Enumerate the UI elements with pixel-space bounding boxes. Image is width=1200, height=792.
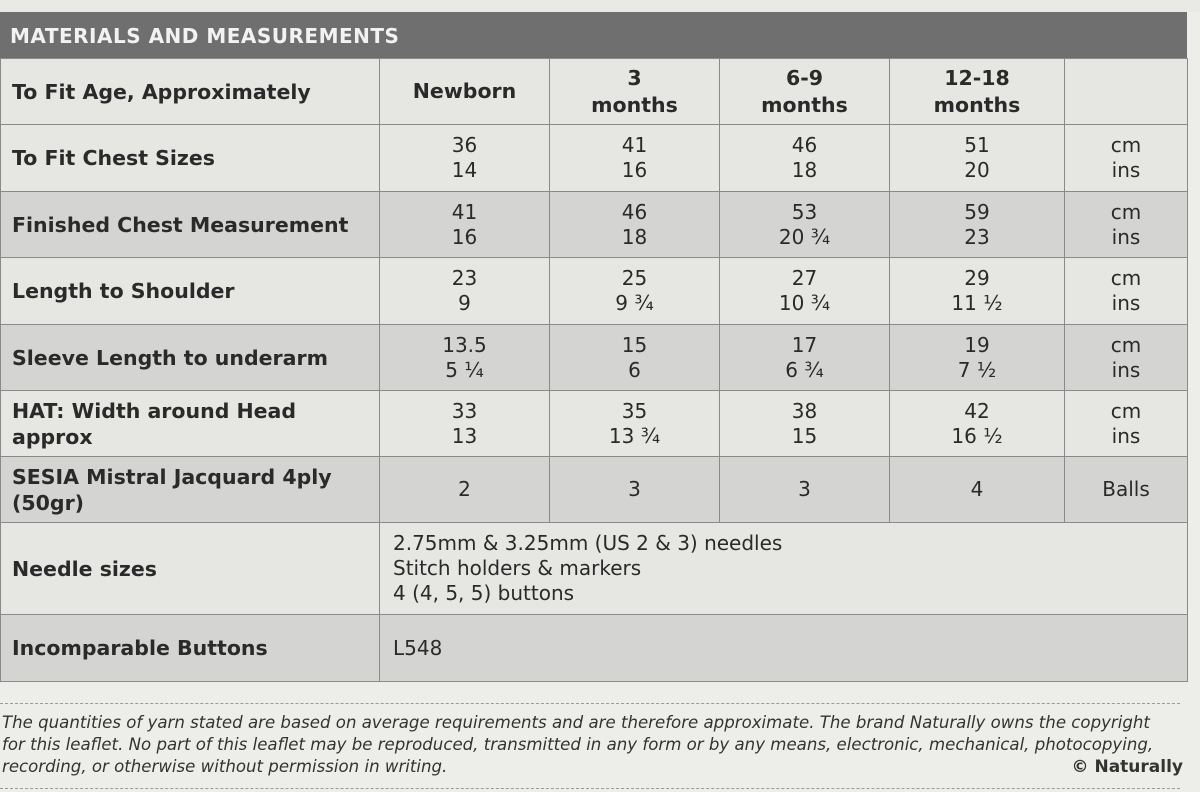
size-header-newborn: Newborn <box>380 59 550 125</box>
cell-value: 33 13 <box>380 391 550 457</box>
cell-value: 46 18 <box>720 125 890 192</box>
cell-value: 51 20 <box>890 125 1065 192</box>
cell-value: 29 11 ½ <box>890 258 1065 325</box>
cell-value: 15 6 <box>550 325 720 391</box>
yarn-row <box>1 457 1188 523</box>
table-row <box>1 325 1188 391</box>
cell-units: cm ins <box>1065 125 1188 192</box>
yarn-balls-newborn: 2 <box>380 457 550 523</box>
disclaimer-line: The quantities of yarn stated are based on average requirements and are therefore approximate. The brand Naturally owns the copyright <box>2 713 1150 732</box>
needles-row <box>1 523 1188 615</box>
cell-units: cm ins <box>1065 258 1188 325</box>
cell-value: 41 16 <box>380 192 550 258</box>
cell-value: 25 9 ¾ <box>550 258 720 325</box>
yarn-balls-12-18-months: 4 <box>890 457 1065 523</box>
row-label: Length to Shoulder <box>1 258 380 325</box>
cell-value: 38 15 <box>720 391 890 457</box>
unit-header-blank <box>1065 59 1188 125</box>
yarn-label: SESIA Mistral Jacquard 4ply (50gr) <box>1 457 380 523</box>
cell-value: 23 9 <box>380 258 550 325</box>
cell-value: 41 16 <box>550 125 720 192</box>
age-row-label: To Fit Age, Approximately <box>1 59 380 125</box>
table-row <box>1 125 1188 192</box>
dashed-divider-top <box>0 703 1180 704</box>
cell-value: 27 10 ¾ <box>720 258 890 325</box>
copyright-notice: © Naturally <box>1071 757 1183 777</box>
page-top-strip <box>0 0 1200 12</box>
needles-label: Needle sizes <box>1 523 380 615</box>
row-label: To Fit Chest Sizes <box>1 125 380 192</box>
table-row <box>1 258 1188 325</box>
row-label: Finished Chest Measurement <box>1 192 380 258</box>
age-header-row <box>1 59 1188 125</box>
table-row <box>1 391 1188 457</box>
size-header-6-9-months: 6-9 months <box>720 59 890 125</box>
cell-value: 35 13 ¾ <box>550 391 720 457</box>
buttons-label: Incomparable Buttons <box>1 615 380 682</box>
buttons-row <box>1 615 1188 682</box>
cell-value: 36 14 <box>380 125 550 192</box>
size-header-12-18-months: 12-18 months <box>890 59 1065 125</box>
dashed-divider-bottom <box>0 788 1180 789</box>
yarn-balls-6-9-months: 3 <box>720 457 890 523</box>
disclaimer-line: recording, or otherwise without permission in writing. <box>2 757 448 776</box>
yarn-unit: Balls <box>1065 457 1188 523</box>
cell-value: 59 23 <box>890 192 1065 258</box>
measurements-table <box>0 58 1188 682</box>
row-label: Sleeve Length to underarm <box>1 325 380 391</box>
section-title: MATERIALS AND MEASUREMENTS <box>0 12 1187 58</box>
row-label: HAT: Width around Head approx <box>1 391 380 457</box>
size-header-3-months: 3 months <box>550 59 720 125</box>
disclaimer-line: for this leaflet. No part of this leaflet may be reproduced, transmitted in any form or by any means, electronic, mechanical, photocopying, <box>2 735 1154 754</box>
buttons-value: L548 <box>380 615 1188 682</box>
cell-units: cm ins <box>1065 192 1188 258</box>
cell-units: cm ins <box>1065 391 1188 457</box>
yarn-balls-3-months: 3 <box>550 457 720 523</box>
cell-value: 17 6 ¾ <box>720 325 890 391</box>
cell-value: 13.5 5 ¼ <box>380 325 550 391</box>
footer-disclaimer <box>2 712 1187 778</box>
needles-details: 2.75mm & 3.25mm (US 2 & 3) needles Stitch holders & markers 4 (4, 5, 5) buttons <box>380 523 1188 615</box>
cell-units: cm ins <box>1065 325 1188 391</box>
cell-value: 53 20 ¾ <box>720 192 890 258</box>
cell-value: 46 18 <box>550 192 720 258</box>
cell-value: 42 16 ½ <box>890 391 1065 457</box>
cell-value: 19 7 ½ <box>890 325 1065 391</box>
table-row <box>1 192 1188 258</box>
